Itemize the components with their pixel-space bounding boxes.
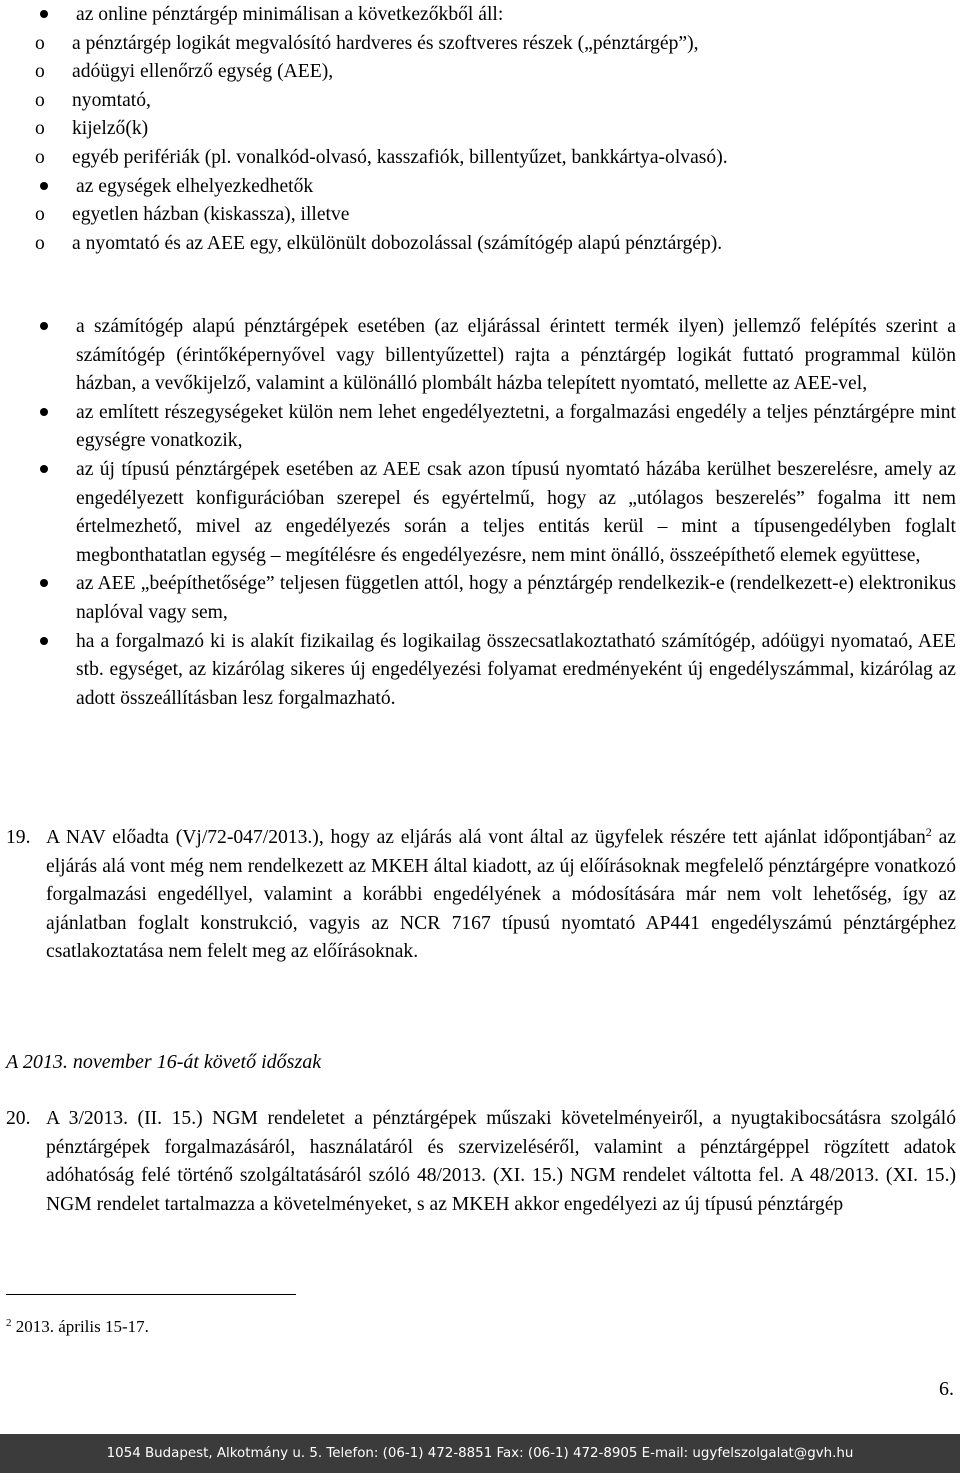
circle-bullet-icon: o <box>35 204 45 226</box>
bullet-text: az egységek elhelyezkedhetők <box>76 175 314 197</box>
list-item <box>0 399 960 456</box>
circle-bullet-icon: o <box>35 89 45 111</box>
sub-item-text: kijelző(k) <box>72 118 149 140</box>
list-item <box>0 456 960 570</box>
footnote-number: 2 <box>6 1317 12 1329</box>
bullet-icon <box>40 408 48 416</box>
footnote-reference: 2 <box>925 825 932 839</box>
sub-list <box>0 30 956 173</box>
sub-list-item <box>0 30 956 59</box>
sub-list-item <box>0 58 956 87</box>
sub-item-text: a nyomtató és az AEE egy, elkülönült dobozolással (számítógép alapú pénztárgép). <box>72 232 723 254</box>
sub-list <box>0 201 956 258</box>
list-item <box>0 628 960 714</box>
paragraph-20 <box>0 1105 956 1219</box>
bullet-icon <box>40 322 48 330</box>
paragraph-number: 20. <box>6 1108 31 1129</box>
bullet-icon <box>40 182 48 190</box>
circle-bullet-icon: o <box>35 118 45 140</box>
sub-list-item <box>0 144 956 173</box>
paragraph-number: 19. <box>6 827 31 848</box>
footnote-divider <box>6 1294 296 1295</box>
bullet-icon <box>40 465 48 473</box>
bullet-text: az új típusú pénztárgépek esetében az AEE csak azon típusú nyomtató házába kerülhet beszerelésre, amely az engedélyezett konfigurációban szerepel és egyértelmű, hogy az „utólagos beszerelés” fogalma itt nem értelmezhető, mivel az engedélyezés során a teljes entitás kerül – mint a típusengedélyben foglalt megbonthatatlan egység – megítélésre és engedélyezésre, nem mint önálló, összeépíthető elemek együttese, <box>76 458 956 566</box>
sub-list-item <box>0 230 956 259</box>
footer-contact-bar: 1054 Budapest, Alkotmány u. 5. Telefon: (06-1) 472-8851 Fax: (06-1) 472-8905 E-mail: ugyfelszolgalat@gvh.hu <box>0 1434 960 1473</box>
bullet-list-main <box>0 313 960 713</box>
bullet-text: az AEE „beépíthetősége” teljesen független attól, hogy a pénztárgép rendelkezik-e (rendelkezett-e) elektronikus naplóval vagy sem, <box>76 573 956 623</box>
paragraph-text: az eljárás alá vont még nem rendelkezett az MKEH által kiadott, az új előírásoknak megfelelő pénztárgépre vonatkozó forgalmazási engedéllyel, valamint a korábbi engedélyének a módosítására már nem volt lehetőség, így az ajánlatban foglalt konstrukció, vagyis az NCR 7167 típusú nyomtató AP441 engedélyszámú pénztárgéphez csatlakoztatása nem felelt meg az előírásoknak. <box>46 827 956 963</box>
bullet-icon <box>40 579 48 587</box>
footnote <box>6 1313 149 1342</box>
sub-item-text: egyéb perifériák (pl. vonalkód-olvasó, kasszafiók, billentyűzet, bankkártya-olvasó). <box>72 146 728 168</box>
sub-list-item <box>0 87 956 116</box>
list-item <box>0 570 960 627</box>
paragraph-text: A NAV előadta (Vj/72-047/2013.), hogy az eljárás alá vont által az ügyfelek részére tett ajánlat időpontjában <box>46 827 926 848</box>
footnote-text: 2013. április 15-17. <box>11 1317 149 1336</box>
bullet-text: az említett részegységeket külön nem lehet engedélyeztetni, a forgalmazási engedély a teljes pénztárgépre mint egységre vonatkozik, <box>76 401 956 452</box>
section-heading: A 2013. november 16-át követő időszak <box>6 1051 322 1073</box>
list-item <box>0 313 960 399</box>
circle-bullet-icon: o <box>35 232 45 254</box>
bullet-icon <box>40 637 48 645</box>
bullet-text: ha a forgalmazó ki is alakít fizikailag és logikailag összecsatlakoztatható számítógép, adóügyi nyomataó, AEE stb. egységet, az kizárólag sikeres új engedélyezési folyamat eredményeként új engedélyszámmal, kizárólag az adott összeállításban lesz forgalmazható. <box>76 630 956 709</box>
circle-bullet-icon: o <box>35 32 45 54</box>
sub-item-text: adóügyi ellenőrző egység (AEE), <box>72 61 334 83</box>
page-number: 6. <box>939 1378 954 1400</box>
paragraph-text: A 3/2013. (II. 15.) NGM rendeletet a pénztárgépek műszaki követelményeiről, a nyugtakibocsátásra szolgáló pénztárgépek forgalmazásáról, használatáról és szervizeléséről, valamint a pénztárgéppel rögzített adatok adóhatóság felé történő szolgáltatásáról szóló 48/2013. (XI. 15.) NGM rendelet váltotta fel. A 48/2013. (XI. 15.) NGM rendelet tartalmazza a követelményeket, s az MKEH akkor engedélyezi az új típusú pénztárgép <box>46 1108 956 1215</box>
bullet-list-top <box>0 1 960 258</box>
bullet-text: az online pénztárgép minimálisan a következőkből áll: <box>76 4 504 25</box>
circle-bullet-icon: o <box>35 146 45 168</box>
circle-bullet-icon: o <box>35 61 45 83</box>
sub-item-text: a pénztárgép logikát megvalósító hardveres és szoftveres részek („pénztárgép”), <box>72 32 699 54</box>
sub-list-item <box>0 115 956 144</box>
sub-item-text: egyetlen házban (kiskassza), illetve <box>72 204 350 226</box>
paragraph-19 <box>0 824 956 967</box>
list-item <box>0 1 960 173</box>
sub-list-item <box>0 201 956 230</box>
bullet-text: a számítógép alapú pénztárgépek esetében (az eljárással érintett termék ilyen) jellemző felépítés szerint a számítógép (érintőképernyővel vagy billentyűzettel) rajta a pénztárgép logikát futtató programmal külön házban, a vevőkijelző, valamint a különálló plombált házba telepített nyomtató, mellette az AEE-vel, <box>76 316 956 395</box>
list-item <box>0 173 960 259</box>
bullet-icon <box>40 10 48 18</box>
sub-item-text: nyomtató, <box>72 89 151 111</box>
